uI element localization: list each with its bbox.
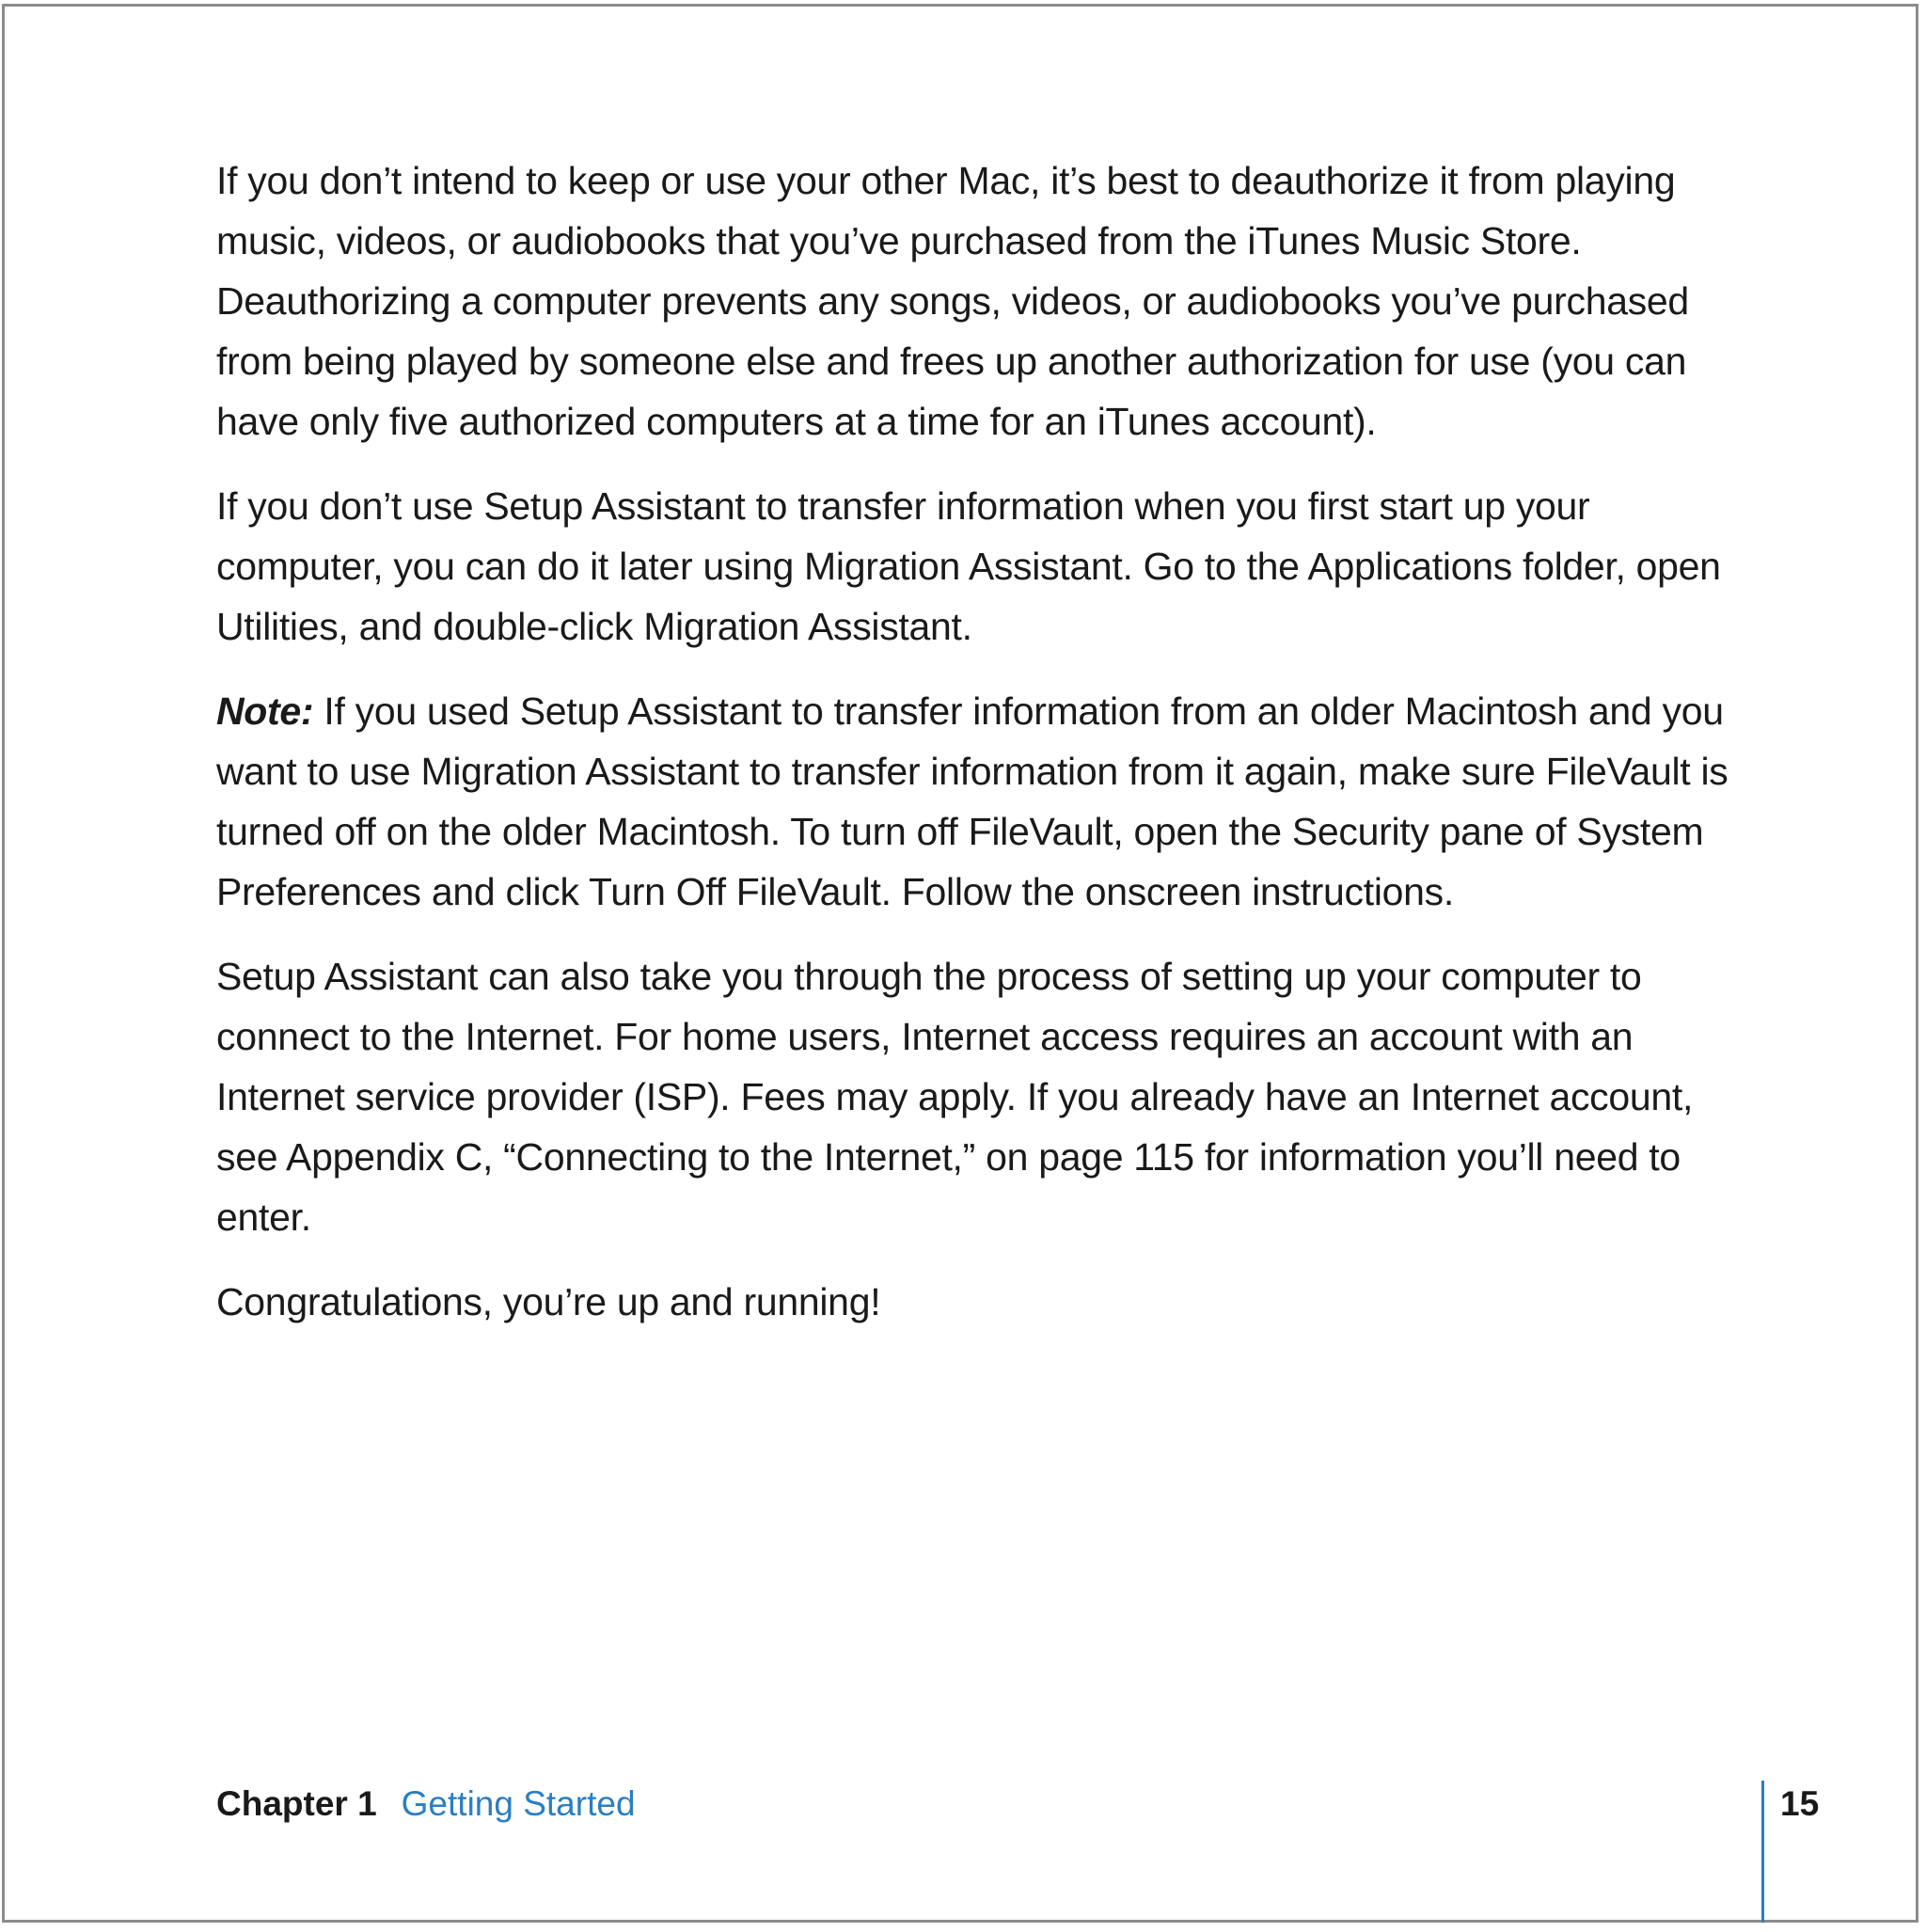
chapter-title: Getting Started <box>401 1784 636 1823</box>
note-text: If you used Setup Assistant to transfer information from an older Macintosh and you want to use Migration Assistant to transfer information from it again, make sure FileVault is turned off on the older Macintosh. To turn off FileVault, open the Security pane of System Preferences and click Turn Off FileVault. Follow the onscreen instructions. <box>216 689 1729 913</box>
paragraph-deauthorize: If you don’t intend to keep or use your other Mac, it’s best to deauthorize it from playing music, videos, or audiobooks that you’ve purchased from the iTunes Music Store. Deauthorizing a computer prevents any songs, videos, or audiobooks you’ve purchased from being played by someone else and frees up another authorization for use (you can have only five authorized computers at a time for an iTunes account). <box>216 159 1689 443</box>
page-body <box>216 150 1759 1356</box>
page-number-rule <box>1761 1781 1764 1923</box>
chapter-label: Chapter 1 <box>216 1784 377 1823</box>
page-number: 15 <box>1780 1784 1820 1823</box>
paragraph-internet-setup: Setup Assistant can also take you through the process of setting up your computer to connect to the Internet. For home users, Internet access requires an account with an Internet service provider (ISP). Fees may apply. If you already have an Internet account, see Appendix C, “Connecting to the Internet,” on page 115 for information you’ll need to enter. <box>216 955 1694 1239</box>
note-label: Note: <box>216 689 314 733</box>
paragraph-congratulations: Congratulations, you’re up and running! <box>216 1280 881 1323</box>
footer <box>216 1781 636 1828</box>
paragraph-migration-assistant: If you don’t use Setup Assistant to transfer information when you first start up your computer, you can do it later using Migration Assistant. Go to the Applications folder, open Utilities, and double-click Migration Assistant. <box>216 484 1721 648</box>
note-paragraph <box>216 681 1759 922</box>
